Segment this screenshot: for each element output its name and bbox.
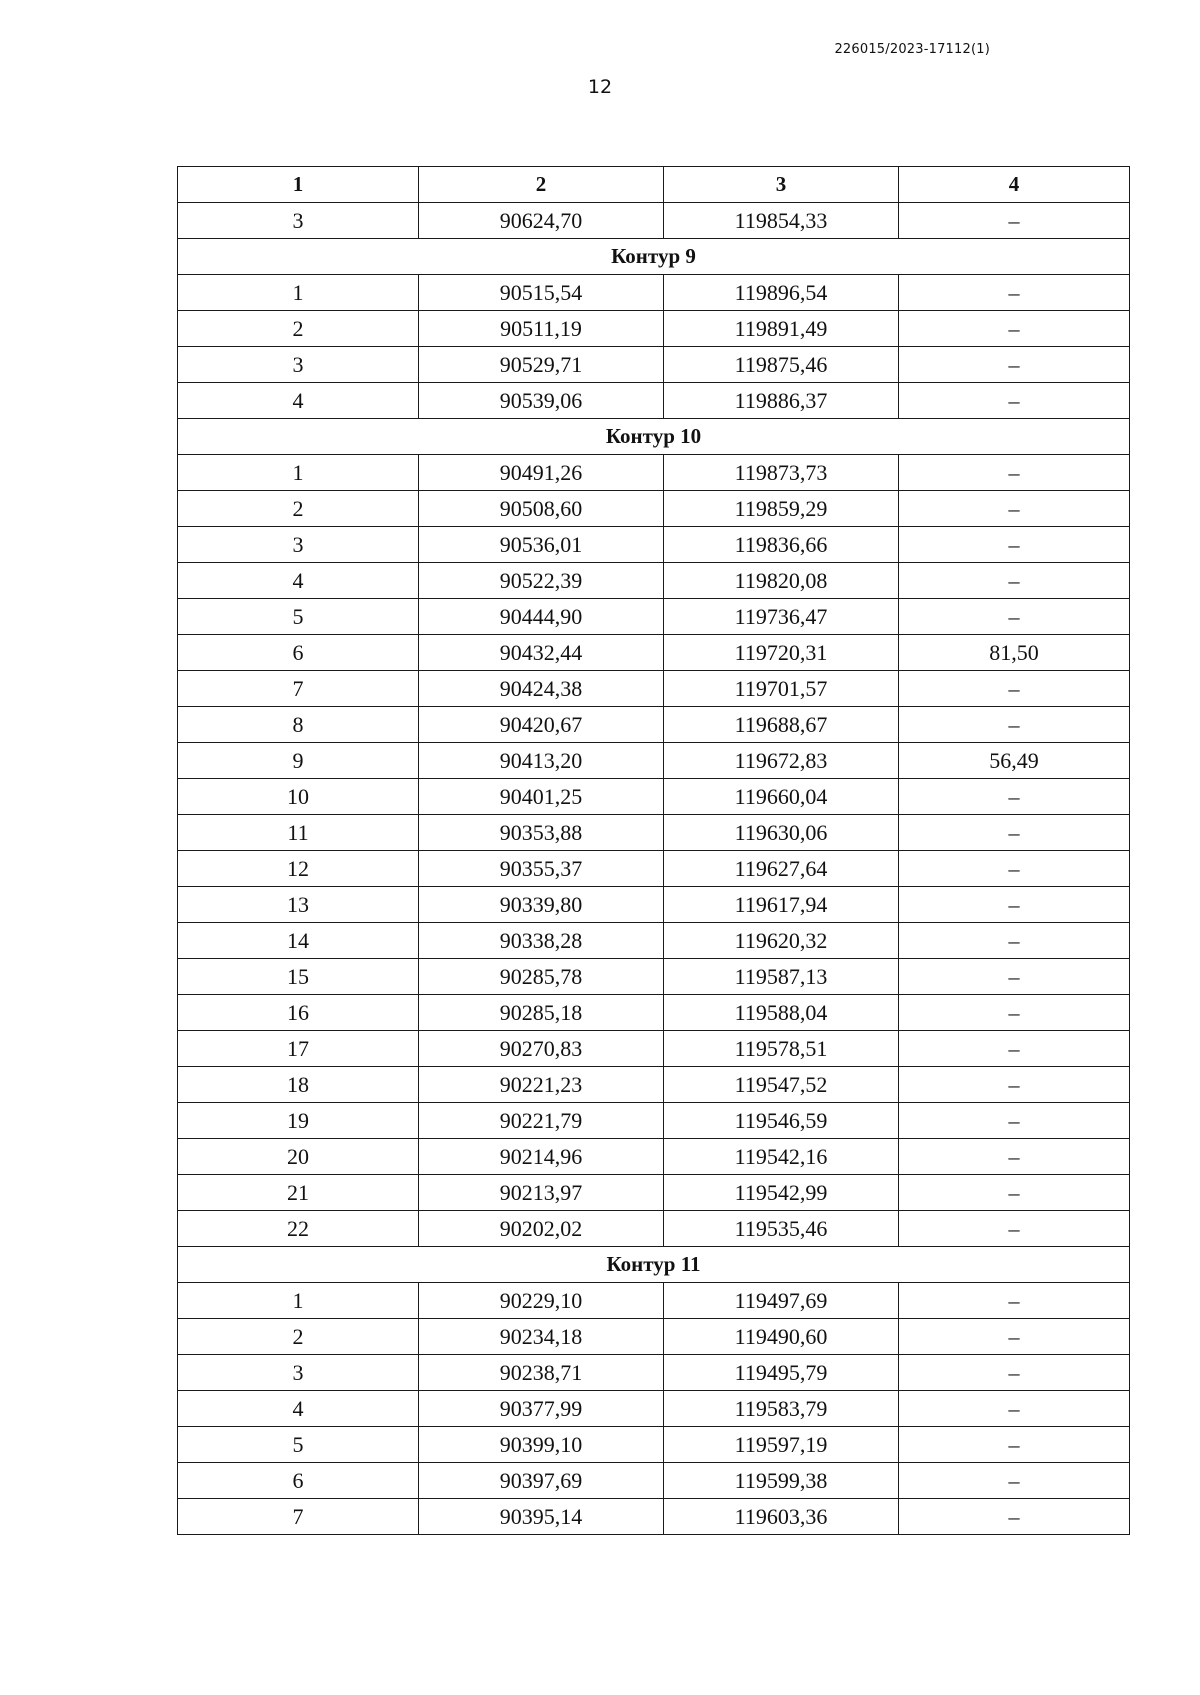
value-cell: – <box>899 1103 1130 1139</box>
table-row <box>178 851 1130 887</box>
y-coordinate-cell: 119875,46 <box>664 347 899 383</box>
table-row <box>178 455 1130 491</box>
x-coordinate-cell: 90539,06 <box>419 383 664 419</box>
value-cell: – <box>899 563 1130 599</box>
table-header-row <box>178 167 1130 203</box>
x-coordinate-cell: 90491,26 <box>419 455 664 491</box>
x-coordinate-cell: 90234,18 <box>419 1319 664 1355</box>
value-cell: – <box>899 707 1130 743</box>
table-row <box>178 923 1130 959</box>
point-number-cell: 20 <box>178 1139 419 1175</box>
y-coordinate-cell: 119588,04 <box>664 995 899 1031</box>
table-row <box>178 743 1130 779</box>
x-coordinate-cell: 90213,97 <box>419 1175 664 1211</box>
point-number-cell: 4 <box>178 563 419 599</box>
y-coordinate-cell: 119886,37 <box>664 383 899 419</box>
x-coordinate-cell: 90515,54 <box>419 275 664 311</box>
x-coordinate-cell: 90285,78 <box>419 959 664 995</box>
table-row <box>178 995 1130 1031</box>
x-coordinate-cell: 90522,39 <box>419 563 664 599</box>
table-row <box>178 815 1130 851</box>
y-coordinate-cell: 119497,69 <box>664 1283 899 1319</box>
table-row <box>178 635 1130 671</box>
point-number-cell: 8 <box>178 707 419 743</box>
table-row <box>178 1463 1130 1499</box>
table-row <box>178 491 1130 527</box>
y-coordinate-cell: 119836,66 <box>664 527 899 563</box>
y-coordinate-cell: 119587,13 <box>664 959 899 995</box>
value-cell: – <box>899 815 1130 851</box>
column-header-3: 3 <box>664 167 899 203</box>
point-number-cell: 5 <box>178 599 419 635</box>
value-cell: – <box>899 383 1130 419</box>
value-cell: – <box>899 599 1130 635</box>
value-cell: – <box>899 1211 1130 1247</box>
y-coordinate-cell: 119597,19 <box>664 1427 899 1463</box>
x-coordinate-cell: 90432,44 <box>419 635 664 671</box>
x-coordinate-cell: 90401,25 <box>419 779 664 815</box>
value-cell: – <box>899 203 1130 239</box>
point-number-cell: 1 <box>178 275 419 311</box>
x-coordinate-cell: 90221,23 <box>419 1067 664 1103</box>
value-cell: – <box>899 779 1130 815</box>
x-coordinate-cell: 90355,37 <box>419 851 664 887</box>
table-row <box>178 311 1130 347</box>
table-row <box>178 1175 1130 1211</box>
point-number-cell: 2 <box>178 491 419 527</box>
value-cell: – <box>899 1427 1130 1463</box>
point-number-cell: 18 <box>178 1067 419 1103</box>
y-coordinate-cell: 119627,64 <box>664 851 899 887</box>
table-row <box>178 563 1130 599</box>
x-coordinate-cell: 90339,80 <box>419 887 664 923</box>
x-coordinate-cell: 90229,10 <box>419 1283 664 1319</box>
value-cell: 81,50 <box>899 635 1130 671</box>
table-row <box>178 959 1130 995</box>
value-cell: – <box>899 1067 1130 1103</box>
x-coordinate-cell: 90624,70 <box>419 203 664 239</box>
y-coordinate-cell: 119854,33 <box>664 203 899 239</box>
x-coordinate-cell: 90377,99 <box>419 1391 664 1427</box>
point-number-cell: 3 <box>178 347 419 383</box>
y-coordinate-cell: 119736,47 <box>664 599 899 635</box>
table-row <box>178 275 1130 311</box>
point-number-cell: 17 <box>178 1031 419 1067</box>
value-cell: – <box>899 1283 1130 1319</box>
point-number-cell: 2 <box>178 1319 419 1355</box>
value-cell: – <box>899 1319 1130 1355</box>
x-coordinate-cell: 90238,71 <box>419 1355 664 1391</box>
point-number-cell: 3 <box>178 1355 419 1391</box>
y-coordinate-cell: 119720,31 <box>664 635 899 671</box>
x-coordinate-cell: 90399,10 <box>419 1427 664 1463</box>
y-coordinate-cell: 119599,38 <box>664 1463 899 1499</box>
y-coordinate-cell: 119896,54 <box>664 275 899 311</box>
value-cell: – <box>899 887 1130 923</box>
value-cell: – <box>899 1175 1130 1211</box>
value-cell: – <box>899 275 1130 311</box>
x-coordinate-cell: 90285,18 <box>419 995 664 1031</box>
x-coordinate-cell: 90221,79 <box>419 1103 664 1139</box>
point-number-cell: 4 <box>178 383 419 419</box>
y-coordinate-cell: 119873,73 <box>664 455 899 491</box>
table-row <box>178 1283 1130 1319</box>
value-cell: – <box>899 311 1130 347</box>
x-coordinate-cell: 90270,83 <box>419 1031 664 1067</box>
section-row <box>178 419 1130 455</box>
value-cell: – <box>899 1031 1130 1067</box>
y-coordinate-cell: 119578,51 <box>664 1031 899 1067</box>
column-header-4: 4 <box>899 167 1130 203</box>
value-cell: – <box>899 1463 1130 1499</box>
point-number-cell: 9 <box>178 743 419 779</box>
point-number-cell: 22 <box>178 1211 419 1247</box>
coordinates-table <box>177 166 1130 1535</box>
table-row <box>178 707 1130 743</box>
value-cell: – <box>899 491 1130 527</box>
point-number-cell: 3 <box>178 203 419 239</box>
table-row <box>178 887 1130 923</box>
column-header-1: 1 <box>178 167 419 203</box>
section-row <box>178 1247 1130 1283</box>
table-row <box>178 671 1130 707</box>
x-coordinate-cell: 90511,19 <box>419 311 664 347</box>
y-coordinate-cell: 119891,49 <box>664 311 899 347</box>
value-cell: – <box>899 1391 1130 1427</box>
point-number-cell: 15 <box>178 959 419 995</box>
value-cell: – <box>899 923 1130 959</box>
point-number-cell: 7 <box>178 671 419 707</box>
table-row <box>178 1499 1130 1535</box>
point-number-cell: 16 <box>178 995 419 1031</box>
y-coordinate-cell: 119546,59 <box>664 1103 899 1139</box>
value-cell: – <box>899 959 1130 995</box>
table-row <box>178 1031 1130 1067</box>
x-coordinate-cell: 90353,88 <box>419 815 664 851</box>
y-coordinate-cell: 119701,57 <box>664 671 899 707</box>
table-row <box>178 203 1130 239</box>
table-row <box>178 1427 1130 1463</box>
table-body <box>178 203 1130 1535</box>
y-coordinate-cell: 119542,16 <box>664 1139 899 1175</box>
table-row <box>178 1319 1130 1355</box>
table-row <box>178 1391 1130 1427</box>
table-row <box>178 1139 1130 1175</box>
section-label: Контур 10 <box>178 419 1130 455</box>
y-coordinate-cell: 119859,29 <box>664 491 899 527</box>
y-coordinate-cell: 119583,79 <box>664 1391 899 1427</box>
point-number-cell: 21 <box>178 1175 419 1211</box>
table-row <box>178 1103 1130 1139</box>
x-coordinate-cell: 90420,67 <box>419 707 664 743</box>
value-cell: 56,49 <box>899 743 1130 779</box>
y-coordinate-cell: 119542,99 <box>664 1175 899 1211</box>
document-number: 226015/2023-17112(1) <box>834 42 990 57</box>
x-coordinate-cell: 90444,90 <box>419 599 664 635</box>
value-cell: – <box>899 527 1130 563</box>
table-row <box>178 1067 1130 1103</box>
value-cell: – <box>899 1355 1130 1391</box>
x-coordinate-cell: 90395,14 <box>419 1499 664 1535</box>
table-row <box>178 1211 1130 1247</box>
y-coordinate-cell: 119603,36 <box>664 1499 899 1535</box>
y-coordinate-cell: 119495,79 <box>664 1355 899 1391</box>
x-coordinate-cell: 90529,71 <box>419 347 664 383</box>
column-header-2: 2 <box>419 167 664 203</box>
x-coordinate-cell: 90508,60 <box>419 491 664 527</box>
y-coordinate-cell: 119490,60 <box>664 1319 899 1355</box>
table-row <box>178 1355 1130 1391</box>
table-row <box>178 527 1130 563</box>
value-cell: – <box>899 1139 1130 1175</box>
point-number-cell: 4 <box>178 1391 419 1427</box>
point-number-cell: 14 <box>178 923 419 959</box>
x-coordinate-cell: 90424,38 <box>419 671 664 707</box>
table-row <box>178 779 1130 815</box>
point-number-cell: 5 <box>178 1427 419 1463</box>
y-coordinate-cell: 119535,46 <box>664 1211 899 1247</box>
point-number-cell: 13 <box>178 887 419 923</box>
value-cell: – <box>899 455 1130 491</box>
y-coordinate-cell: 119820,08 <box>664 563 899 599</box>
value-cell: – <box>899 671 1130 707</box>
x-coordinate-cell: 90397,69 <box>419 1463 664 1499</box>
point-number-cell: 1 <box>178 455 419 491</box>
point-number-cell: 11 <box>178 815 419 851</box>
point-number-cell: 2 <box>178 311 419 347</box>
x-coordinate-cell: 90338,28 <box>419 923 664 959</box>
point-number-cell: 3 <box>178 527 419 563</box>
point-number-cell: 12 <box>178 851 419 887</box>
section-label: Контур 11 <box>178 1247 1130 1283</box>
value-cell: – <box>899 347 1130 383</box>
x-coordinate-cell: 90202,02 <box>419 1211 664 1247</box>
point-number-cell: 1 <box>178 1283 419 1319</box>
y-coordinate-cell: 119620,32 <box>664 923 899 959</box>
table-row <box>178 347 1130 383</box>
point-number-cell: 7 <box>178 1499 419 1535</box>
value-cell: – <box>899 851 1130 887</box>
section-row <box>178 239 1130 275</box>
x-coordinate-cell: 90536,01 <box>419 527 664 563</box>
y-coordinate-cell: 119688,67 <box>664 707 899 743</box>
point-number-cell: 19 <box>178 1103 419 1139</box>
y-coordinate-cell: 119617,94 <box>664 887 899 923</box>
y-coordinate-cell: 119630,06 <box>664 815 899 851</box>
x-coordinate-cell: 90214,96 <box>419 1139 664 1175</box>
point-number-cell: 6 <box>178 1463 419 1499</box>
section-label: Контур 9 <box>178 239 1130 275</box>
page-number: 12 <box>587 76 613 98</box>
table-row <box>178 383 1130 419</box>
value-cell: – <box>899 1499 1130 1535</box>
y-coordinate-cell: 119660,04 <box>664 779 899 815</box>
point-number-cell: 10 <box>178 779 419 815</box>
value-cell: – <box>899 995 1130 1031</box>
point-number-cell: 6 <box>178 635 419 671</box>
y-coordinate-cell: 119672,83 <box>664 743 899 779</box>
y-coordinate-cell: 119547,52 <box>664 1067 899 1103</box>
table-row <box>178 599 1130 635</box>
x-coordinate-cell: 90413,20 <box>419 743 664 779</box>
